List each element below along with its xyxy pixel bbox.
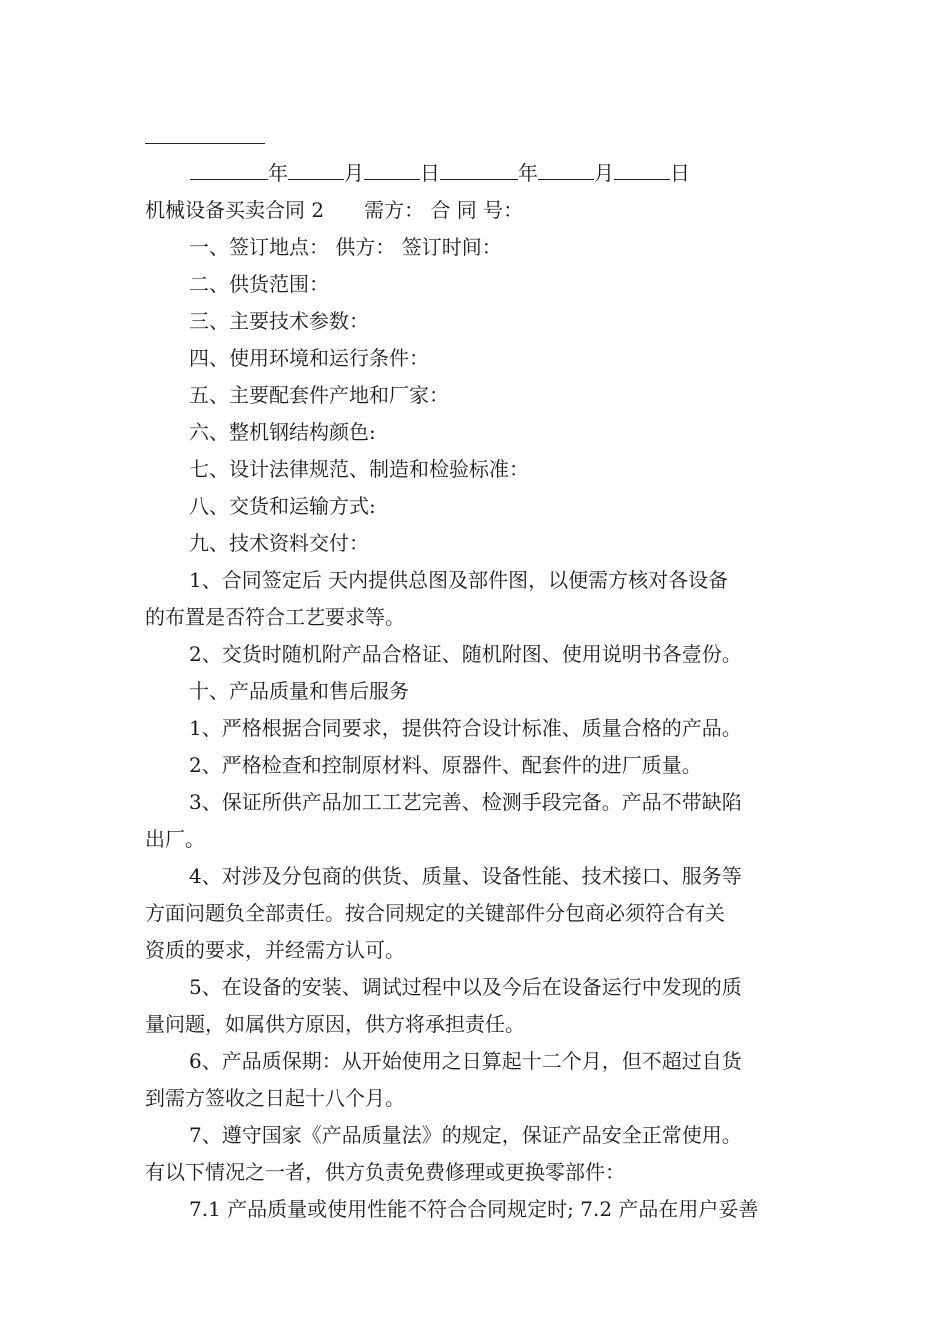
- year-label-1: 年: [268, 161, 288, 185]
- clause-10-3-line-1: 3、保证所供产品加工工艺完善、检测手段完备。产品不带缺陷: [189, 790, 742, 814]
- section-supply-scope: 二、供货范围：: [189, 272, 329, 296]
- month-blank-2: [538, 157, 594, 180]
- month-label-1: 月: [344, 161, 364, 185]
- section-components: 五、主要配套件产地和厂家：: [189, 383, 449, 407]
- clause-10-6-line-1: 6、产品质保期：从开始使用之日算起十二个月，但不超过自货: [189, 1049, 742, 1073]
- day-blank-1: [364, 157, 420, 180]
- clause-10-5-line-1: 5、在设备的安装、调试过程中以及今后在设备运行中发现的质: [189, 975, 742, 999]
- day-label-2: 日: [670, 161, 690, 185]
- section-environment: 四、使用环境和运行条件：: [189, 346, 429, 370]
- buyer-label: 需方：: [364, 198, 425, 222]
- year-blank-1: [190, 157, 268, 180]
- day-label-1: 日: [420, 161, 440, 185]
- clause-9-1-line-2: 的布置是否符合工艺要求等。: [145, 605, 405, 629]
- clause-10-4-line-1: 4、对涉及分包商的供货、质量、设备性能、技术接口、服务等: [189, 864, 742, 888]
- clause-10-2: 2、严格检查和控制原材料、原器件、配套件的进厂质量。: [189, 753, 702, 777]
- clause-7-1: 7.1 产品质量或使用性能不符合合同规定时; 7.2 产品在用户妥善: [189, 1197, 759, 1221]
- clause-10-7-line-1: 7、遵守国家《产品质量法》的规定，保证产品安全正常使用。: [189, 1123, 742, 1147]
- section-delivery: 八、交货和运输方式:: [189, 494, 376, 518]
- clause-10-3-line-2: 出厂。: [145, 827, 205, 851]
- date-blanks-line: [190, 157, 690, 187]
- section-quality-service: 十、产品质量和售后服务: [189, 679, 409, 703]
- month-label-2: 月: [594, 161, 614, 185]
- clause-10-4-line-2: 方面问题负全部责任。按合同规定的关键部件分包商必须符合有关: [145, 901, 725, 925]
- clause-10-4-line-3: 资质的要求，并经需方认可。: [145, 938, 405, 962]
- clause-10-1: 1、严格根据合同要求，提供符合设计标准、质量合格的产品。: [189, 716, 742, 740]
- contract-number-label: 合 同 号：: [430, 198, 524, 222]
- clause-10-7-line-2: 有以下情况之一者，供方负责免费修理或更换零部件：: [145, 1160, 625, 1184]
- year-label-2: 年: [518, 161, 538, 185]
- day-blank-2: [614, 157, 670, 180]
- section-tech-docs: 九、技术资料交付：: [189, 531, 369, 555]
- section-standards: 七、设计法律规范、制造和检验标准：: [189, 457, 529, 481]
- clause-9-1-line-1: 1、合同签定后 天内提供总图及部件图，以便需方核对各设备: [189, 568, 729, 592]
- section-tech-params: 三、主要技术参数：: [189, 309, 369, 333]
- year-blank-2: [440, 157, 518, 180]
- section-color: 六、整机钢结构颜色:: [189, 420, 376, 444]
- contract-title: 机械设备买卖合同 2: [145, 198, 325, 222]
- clause-10-6-line-2: 到需方签收之日起十八个月。: [145, 1086, 405, 1110]
- month-blank-1: [288, 157, 344, 180]
- top-blank-line: [145, 143, 265, 144]
- clause-10-5-line-2: 量问题，如属供方原因，供方将承担责任。: [145, 1012, 525, 1036]
- contract-header: [145, 196, 810, 224]
- contract-body: [145, 196, 810, 1223]
- section-signing-place: 一、签订地点： 供方： 签订时间：: [189, 235, 502, 259]
- clause-9-2: 2、交货时随机附产品合格证、随机附图、使用说明书各壹份。: [189, 642, 742, 666]
